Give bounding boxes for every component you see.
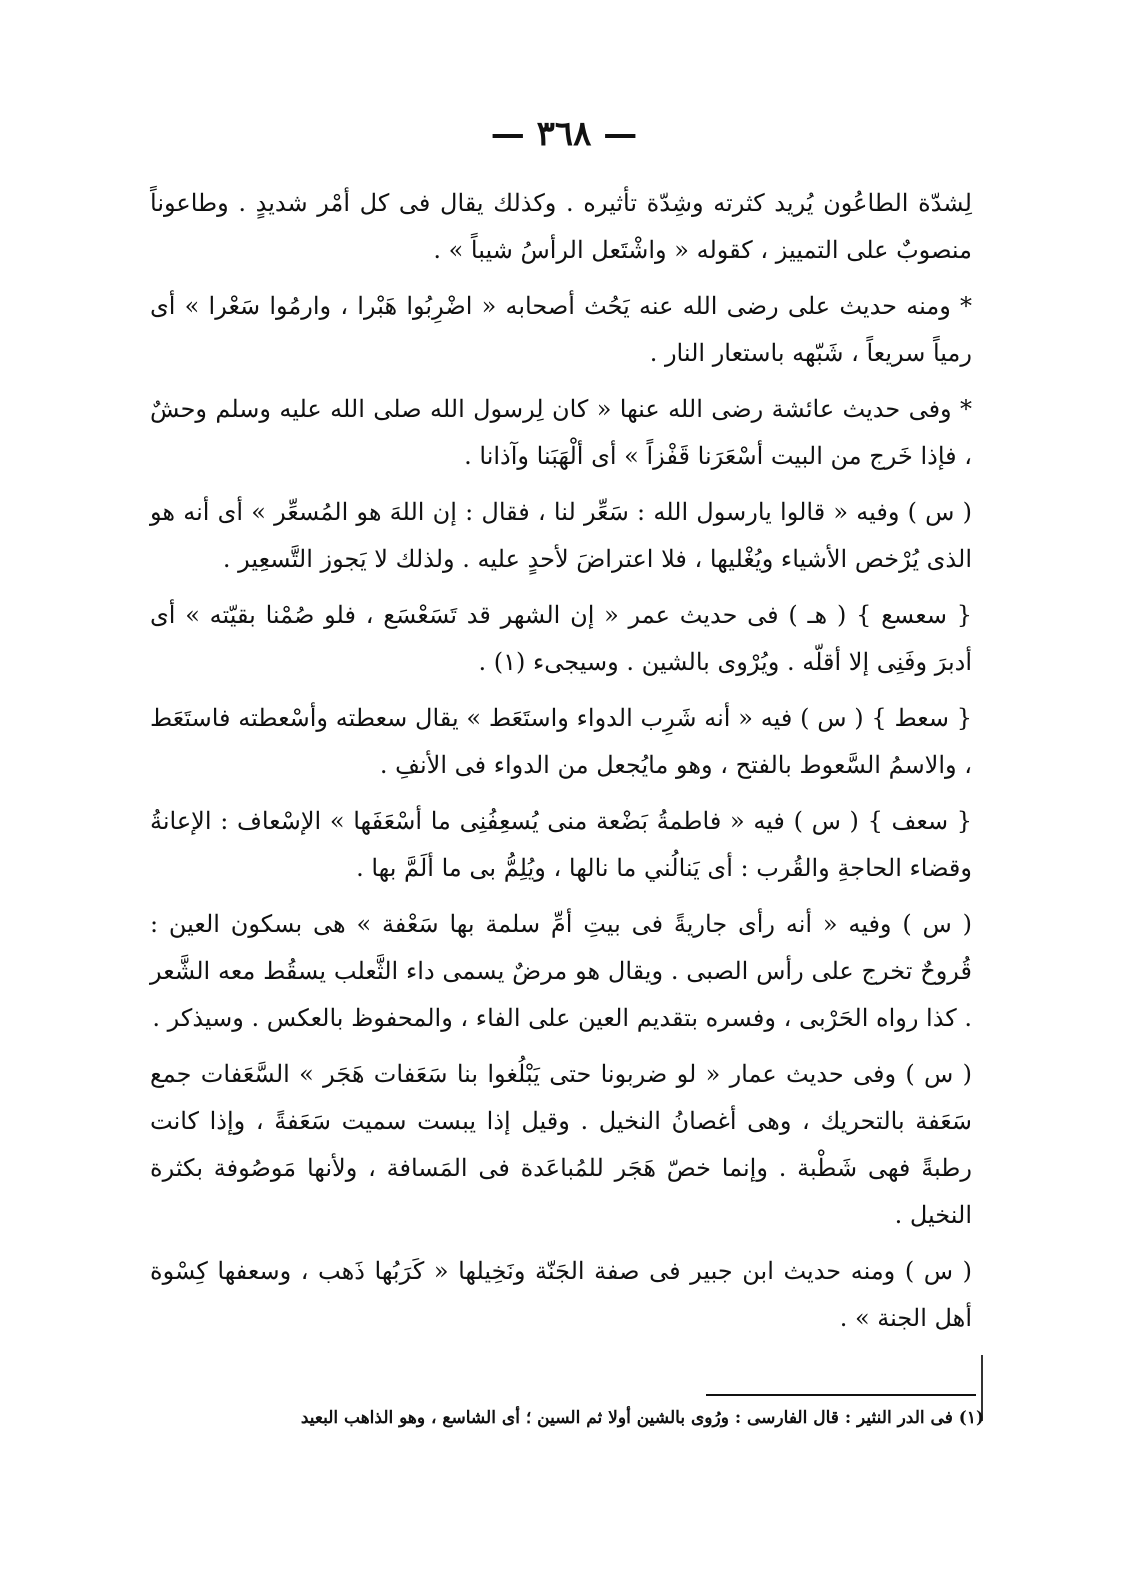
paragraph-6: { سعط } ( س ) فيه « أنه شَرِب الدواء واستَعَط » يقال سعطته وأسْعطته فاستَعَط ، والاسمُ السَّعوط بالفتح ، وهو مايُجعل من الدواء فى الأنفِ . (150, 704, 972, 779)
paragraph-4: ( س ) وفيه « قالوا يارسول الله : سَعِّر لنا ، فقال : إن اللهَ هو المُسعِّر » أى أنه هو الذى يُرْخص الأشياء ويُغْليها ، فلا اعتراضَ لأحدٍ عليه . ولذلك لا يَجوز التَّسعِير . (150, 498, 973, 573)
page-number: — ٣٦٨ — (490, 114, 638, 154)
paragraph-10: ( س ) ومنه حديث ابن جبير فى صفة الجَنّة ونَخِيلها « كَرَبُها ذَهب ، وسعفها كِسْوة أهل الجنة » . (150, 1257, 972, 1332)
paragraph-7: { سعف } ( س ) فيه « فاطمةُ بَضْعة منى يُسعِفُنِى ما أسْعَفَها » الإسْعاف : الإعانةُ وقضاء الحاجةِ والقُرب : أى يَنالُني ما نالها ، ويُلِمُّ بى ما ألَمَّ بها . (150, 807, 972, 882)
footnote-divider (706, 1394, 976, 1396)
paragraph-3: * وفى حديث عائشة رضى الله عنها « كان لِرسول الله صلى الله عليه وسلم وحشٌ ، فإذا خَرج من البيت أسْعَرَنا قَفْزاً » أى ألْهَبَنا وآذانا . (150, 395, 972, 470)
paragraph-2: * ومنه حديث على رضى الله عنه يَحُث أصحابه « اضْرِبُوا هَبْرا ، وارمُوا سَعْرا » أى رمياً سريعاً ، شَبّهه باستعار النار . (150, 292, 972, 367)
paragraph-1: لِشدّة الطاعُون يُريد كثرته وشِدّة تأثيره . وكذلك يقال فى كل أمْر شديدٍ . وطاعوناً منصوبٌ على التمييز ، كقوله « واشْتَعل الرأسُ شيباً » . (150, 189, 972, 264)
paragraph-8: ( س ) وفيه « أنه رأى جاريةً فى بيتِ أمِّ سلمة بها سَعْفة » هى بسكون العين : قُروحٌ تخرج على رأس الصبى . ويقال هو مرضٌ يسمى داء الثَّعلب يسقُط معه الشَّعر . كذا رواه الحَرْبى ، وفسره بتقديم العين على الفاء ، والمحفوظ بالعكس . وسيذكر . (150, 910, 972, 1032)
footnote: (١) فى الدر النثير : قال الفارسى : ورُوى بالشين أولا ثم السين ؛ أى الشاسع ، وهو الذاهب البعيد (300, 1408, 984, 1428)
paragraph-9: ( س ) وفى حديث عمار « لو ضربونا حتى يَبْلُغوا بنا سَعَفات هَجَر » السَّعَفات جمع سَعَفة بالتحريك ، وهى أغصانُ النخيل . وقيل إذا يبست سميت سَعَفةً ، وإذا كانت رطبةً فهى شَطْبة . وإنما خصّ هَجَر للمُباعَدة فى المَسافة ، ولأنها مَوصُوفة بكثرة النخيل . (150, 1060, 972, 1229)
paragraph-5: { سعسع } ( هـ ) فى حديث عمر « إن الشهر قد تَسَعْسَع ، فلو صُمْنا بقيّته » أى أدبرَ وفَنِى إلا أقلّه . ويُرْوى بالشين . وسيجىء (١) . (150, 601, 972, 676)
body-text (150, 180, 972, 1351)
